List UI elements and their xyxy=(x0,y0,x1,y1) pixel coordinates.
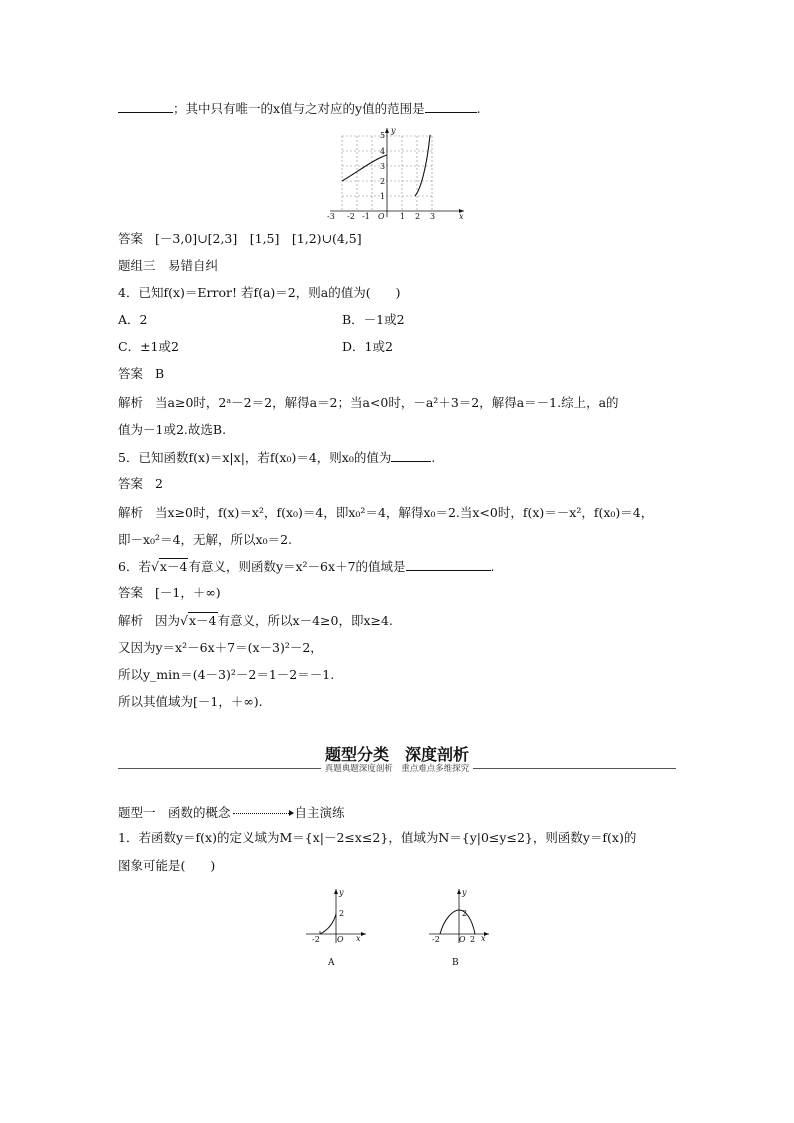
question-5-stem: 5．已知函数f(x)＝x|x|，若f(x₀)＝4，则x₀的值为 . xyxy=(118,450,436,465)
fill-blank-line xyxy=(118,100,481,117)
y-label: y xyxy=(339,888,344,897)
y-tick: 5 xyxy=(380,131,386,140)
analysis-text: 值为－1或2.故选B. xyxy=(118,422,227,437)
answer-text: [－3,0]∪[2,3] [1,5] [1,2)∪(4,5] xyxy=(155,231,362,246)
question-4-stem: 4．已知f(x)＝Error! 若f(a)＝2，则a的值为( ) xyxy=(118,285,401,300)
analysis-label: 解析 xyxy=(118,395,144,410)
arrow-icon xyxy=(233,813,293,814)
option-d[interactable]: D．1或2 xyxy=(342,339,393,354)
option-a-caption: A xyxy=(328,958,335,968)
answer-line xyxy=(118,585,221,601)
answer-label: 答案 xyxy=(118,476,144,491)
answer-text: B xyxy=(155,366,165,381)
answer-label: 答案 xyxy=(118,231,144,246)
answer-blank[interactable] xyxy=(406,558,491,571)
answer-label: 答案 xyxy=(118,585,144,600)
question-text: 有意义，则函数y＝x²－6x＋7的值域是 xyxy=(188,559,406,574)
x-tick: -1 xyxy=(362,212,370,220)
analysis-label: 解析 xyxy=(118,505,144,520)
analysis-text: 有意义，所以x－4≥0，即x≥4. xyxy=(217,613,393,628)
answer-line xyxy=(118,476,163,492)
function-graph xyxy=(326,125,471,220)
option-c[interactable]: C．±1或2 xyxy=(118,339,179,354)
topic-heading xyxy=(118,803,345,821)
y-tick: 3 xyxy=(380,162,386,171)
tick-label: -2 xyxy=(432,935,440,944)
question-6-stem: 6．若√x－4有意义，则函数y＝x²－6x＋7的值域是 . xyxy=(118,559,495,574)
x-label: x xyxy=(459,212,464,220)
analysis-text: 又因为y＝x²－6x＋7＝(x－3)²－2， xyxy=(118,640,323,655)
answer-blank[interactable] xyxy=(425,100,477,113)
x-tick: 2 xyxy=(415,212,421,220)
group-title: 题组三 易错自纠 xyxy=(118,258,219,273)
option-a-graph[interactable] xyxy=(302,885,372,971)
y-label: y xyxy=(391,126,396,135)
option-b-graph[interactable] xyxy=(425,885,495,971)
option-b[interactable]: B．－1或2 xyxy=(342,312,405,327)
origin-label: O xyxy=(459,935,466,944)
section-subtitle: 真题典题深度剖析 重点难点多维探究 xyxy=(0,762,794,774)
tick-label: -2 xyxy=(312,935,320,944)
problem-1-stem: 图象可能是( ) xyxy=(118,858,216,873)
question-text: 5．已知函数f(x)＝x|x|，若f(x₀)＝4，则x₀的值为 xyxy=(118,450,392,465)
x-tick: -3 xyxy=(327,212,335,220)
tick-label: 2 xyxy=(339,909,345,918)
question-text: ；其中只有唯一的x值与之对应的y值的范围是 xyxy=(173,101,425,116)
topic-tag: 自主演练 xyxy=(294,805,345,820)
tick-label: 2 xyxy=(470,935,476,944)
problem-1-stem: 1．若函数y＝f(x)的定义域为M＝{x|－2≤x≤2}，值域为N＝{y|0≤y≤2}，则函数y＝f(x)的 xyxy=(118,830,637,845)
origin-label: O xyxy=(378,212,385,220)
y-tick: 4 xyxy=(380,147,386,156)
x-tick: 1 xyxy=(400,212,406,220)
analysis-text: 即－x₀²＝4，无解，所以x₀＝2. xyxy=(118,532,293,547)
y-tick: 1 xyxy=(380,192,386,201)
answer-blank[interactable] xyxy=(391,449,431,462)
question-text: 6．若 xyxy=(118,559,151,574)
radicand: x－4 xyxy=(159,559,188,574)
section-title: 题型分类 深度剖析 xyxy=(324,745,469,764)
answer-blank[interactable] xyxy=(118,100,173,113)
answer-label: 答案 xyxy=(118,366,144,381)
tick-label: 2 xyxy=(462,909,468,918)
answer-text: [－1，＋∞) xyxy=(155,585,221,600)
analysis-text: 当x≥0时，f(x)＝x²，f(x₀)＝4，即x₀²＝4，解得x₀＝2.当x<0时，f(x)＝－x²，f(x₀)＝4， xyxy=(155,505,654,520)
answer-line xyxy=(118,366,164,382)
option-b-caption: B xyxy=(452,958,459,968)
answer-text: 2 xyxy=(155,476,163,491)
analysis-text: 因为 xyxy=(155,613,181,628)
y-label: y xyxy=(462,888,467,897)
analysis-line xyxy=(118,505,653,521)
period: . xyxy=(476,101,481,116)
x-label: x xyxy=(481,934,486,943)
answer-line xyxy=(118,231,362,247)
analysis-text: 当a≥0时，2ᵃ－2＝2，解得a＝2；当a<0时，－a²＋3＝2，解得a＝－1.综上，a的 xyxy=(155,395,619,410)
x-tick: -2 xyxy=(347,212,355,220)
x-label: x xyxy=(356,934,361,943)
radicand: x－4 xyxy=(189,613,217,628)
analysis-label: 解析 xyxy=(118,613,144,628)
analysis-text: 所以y_min＝(4－3)²－2＝1－2＝－1. xyxy=(118,667,335,682)
analysis-text: 所以其值域为[－1，＋∞). xyxy=(118,694,263,709)
analysis-line xyxy=(118,395,619,411)
analysis-line: 解析 因为√x－4有意义，所以x－4≥0，即x≥4. xyxy=(118,613,393,628)
topic-label: 题型一 函数的概念 xyxy=(118,805,231,820)
origin-label: O xyxy=(337,935,344,944)
x-tick: 3 xyxy=(430,212,436,220)
y-tick: 2 xyxy=(380,177,386,186)
option-a[interactable]: A．2 xyxy=(118,312,148,327)
